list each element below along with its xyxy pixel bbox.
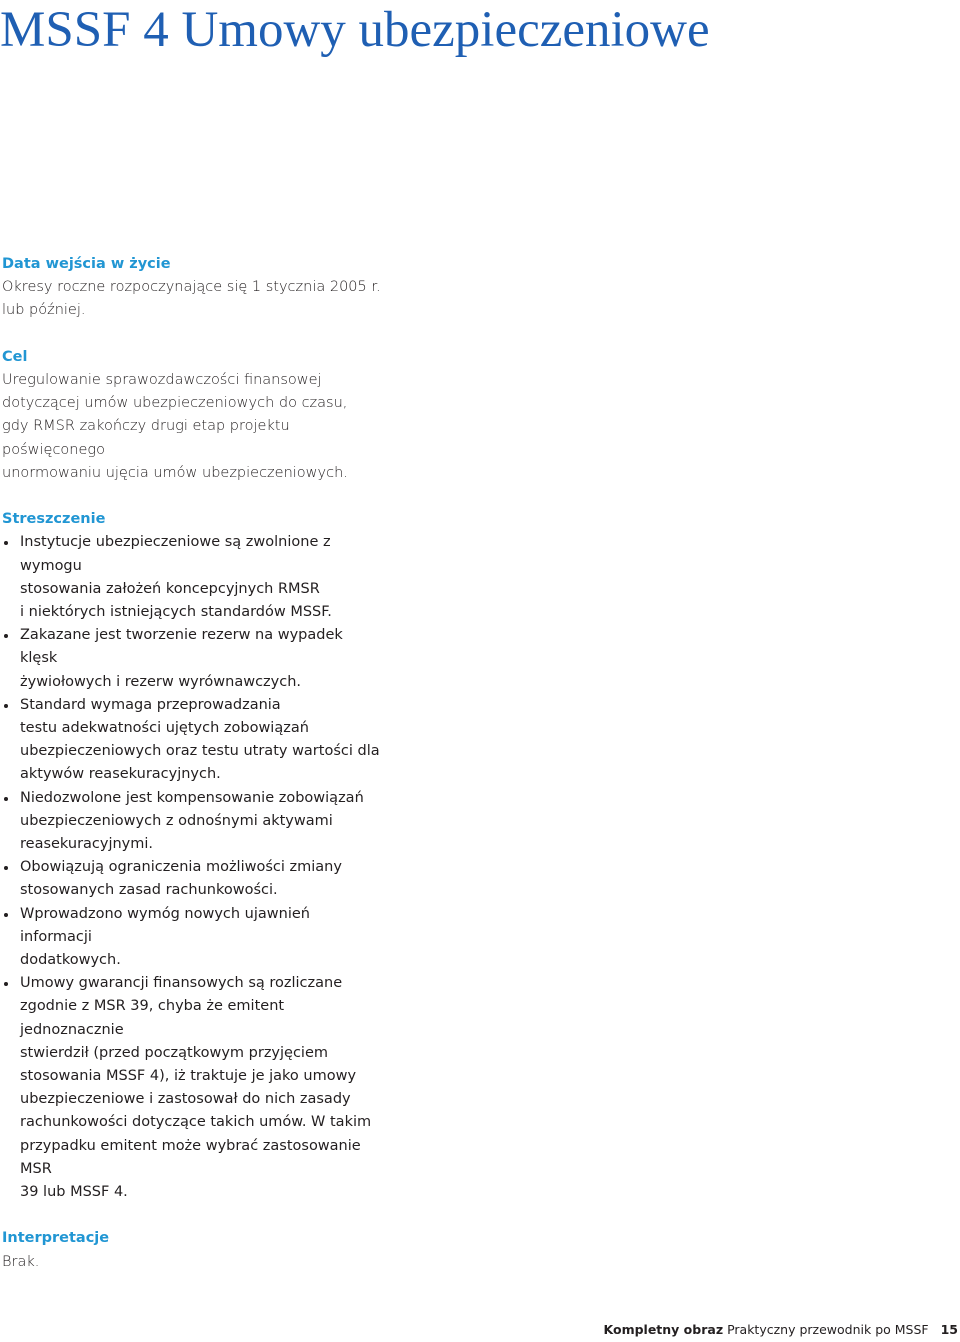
list-item: [2, 694, 382, 787]
text-line: zgodnie z MSR 39, chyba że emitent jednoznacznie: [20, 998, 285, 1038]
interpretations-heading: Interpretacje: [2, 1230, 110, 1247]
summary-heading: Streszczenie: [2, 511, 106, 528]
text-line: Obowiązują ograniczenia możliwości zmiany: [20, 859, 342, 876]
text-line: Brak.: [2, 1253, 40, 1270]
summary-section: [2, 508, 382, 1204]
text-line: dodatkowych.: [20, 952, 121, 969]
text-line: i niektórych istniejących standardów MSSF.: [20, 604, 332, 621]
text-line: rachunkowości dotyczące takich umów. W takim: [20, 1114, 372, 1131]
footer-series-title: Kompletny obraz: [603, 1322, 724, 1337]
page-footer: [604, 1322, 958, 1338]
text-line: Niedozwolone jest kompensowanie zobowiązań: [20, 789, 364, 806]
text-line: Zakazane jest tworzenie rezerw na wypadek klęsk: [20, 627, 343, 667]
list-item: [2, 903, 382, 973]
text-line: ubezpieczeniowe i zastosował do nich zasady: [20, 1091, 351, 1108]
text-line: stosowanych zasad rachunkowości.: [20, 882, 278, 899]
text-line: unormowaniu ujęcia umów ubezpieczeniowych.: [2, 464, 348, 481]
goal-text: [2, 369, 382, 485]
text-line: Standard wymaga przeprowadzania: [20, 696, 281, 713]
text-line: Instytucje ubezpieczeniowe są zwolnione z wymogu: [20, 534, 331, 574]
list-item: [2, 531, 382, 624]
text-line: przypadku emitent może wybrać zastosowanie MSR: [20, 1137, 361, 1177]
list-item: [2, 856, 382, 902]
list-item: [2, 787, 382, 857]
text-line: lub później.: [2, 302, 86, 319]
text-line: Umowy gwarancji finansowych są rozliczane: [20, 975, 343, 992]
text-line: stosowania MSSF 4), iż traktuje je jako umowy: [20, 1068, 357, 1085]
text-line: ubezpieczeniowych z odnośnymi aktywami: [20, 812, 333, 829]
text-line: Wprowadzono wymóg nowych ujawnień informacji: [20, 905, 310, 945]
goal-heading: Cel: [2, 348, 28, 365]
effective-date-section: [2, 253, 382, 323]
text-line: stosowania założeń koncepcyjnych RMSR: [20, 580, 320, 597]
effective-date-text: [2, 276, 382, 322]
content-column: [2, 253, 382, 1274]
text-line: dotyczącej umów ubezpieczeniowych do czasu,: [2, 395, 348, 412]
text-line: reasekuracyjnymi.: [20, 836, 154, 853]
text-line: Uregulowanie sprawozdawczości finansowej: [2, 372, 322, 388]
effective-date-heading: Data wejścia w życie: [2, 256, 171, 272]
text-line: aktywów reasekuracyjnych.: [20, 766, 221, 783]
interpretations-text: [2, 1251, 382, 1274]
summary-list: [2, 531, 382, 1204]
text-line: żywiołowych i rezerw wyrównawczych.: [20, 673, 302, 690]
page-title: MSSF 4 Umowy ubezpieczeniowe: [0, 2, 710, 58]
text-line: ubezpieczeniowych oraz testu utraty wartości dla: [20, 743, 380, 760]
interpretations-section: [2, 1227, 382, 1273]
list-item: [2, 624, 382, 694]
list-item: [2, 972, 382, 1204]
text-line: Okresy roczne rozpoczynające się 1 stycznia 2005 r.: [2, 279, 381, 296]
page-number: 15: [940, 1322, 958, 1337]
text-line: gdy RMSR zakończy drugi etap projektu poświęconego: [2, 418, 290, 458]
text-line: 39 lub MSSF 4.: [20, 1184, 128, 1201]
goal-section: [2, 346, 382, 485]
text-line: testu adekwatności ujętych zobowiązań: [20, 720, 309, 737]
footer-subtitle: Praktyczny przewodnik po MSSF: [727, 1322, 929, 1337]
text-line: stwierdził (przed początkowym przyjęciem: [20, 1044, 329, 1061]
